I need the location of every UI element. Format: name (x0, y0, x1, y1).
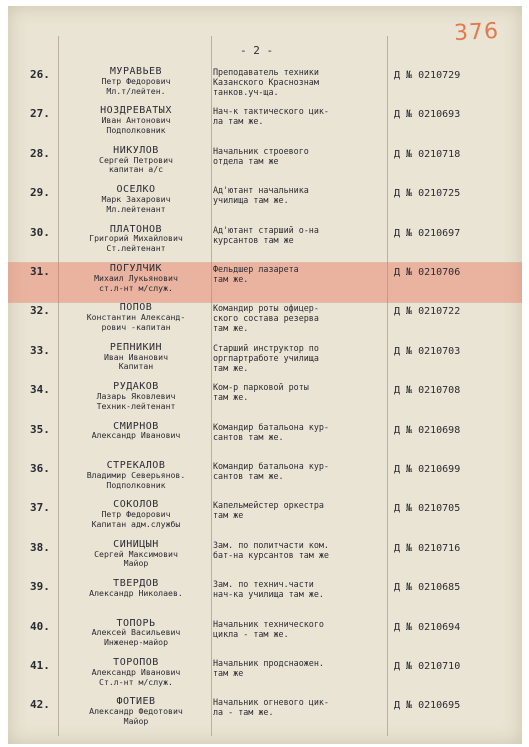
position-line: ла - там же. (213, 707, 274, 718)
table-row (8, 578, 522, 617)
name-line: Лазарь Яковлевич (96, 390, 176, 401)
position-line: Преподаватель техники (213, 67, 319, 77)
document-reference: Д № 0210685 (394, 582, 461, 594)
table-row (8, 224, 522, 263)
name-line: Ст.л-нт м/служ. (99, 676, 173, 687)
row-number: 36. (30, 462, 50, 475)
name-line: Константин Александ- (86, 312, 186, 323)
position-line: Зам. по политчасти ком. (213, 539, 329, 550)
person-name-rank (62, 579, 210, 599)
row-number: 38. (30, 540, 50, 554)
position-line: там же (213, 510, 244, 521)
document-reference: Д № 0210708 (394, 385, 461, 397)
surname: СТРЕКАЛОВ (106, 460, 166, 471)
position-description (213, 500, 385, 520)
position-description (213, 382, 385, 402)
name-line: капитан а/с (108, 164, 164, 175)
document-reference: Д № 0210693 (394, 109, 461, 121)
person-name-rank (62, 658, 210, 687)
surname: ФОТИЕВ (116, 696, 156, 708)
person-name-rank (62, 500, 210, 529)
position-line: ского состава резерва (213, 313, 319, 324)
person-name-rank (62, 343, 210, 372)
surname: ТОРОПОВ (113, 657, 159, 668)
document-reference: Д № 0210716 (394, 542, 461, 554)
document-reference: Д № 0210722 (394, 306, 461, 318)
position-line: курсантов там же (213, 234, 294, 245)
name-line: Петр Федорович (101, 509, 171, 520)
position-description (213, 579, 385, 599)
surname: ТВЕРДОВ (113, 578, 159, 590)
table-row (8, 657, 522, 696)
name-line: Григорий Михайлович (89, 233, 183, 244)
name-line: Иван Иванович (103, 351, 169, 362)
row-number: 42. (30, 698, 50, 712)
position-line: Капельмейстер оркестра (213, 500, 324, 511)
position-line: сантов там же. (213, 431, 284, 442)
row-number: 34. (30, 383, 50, 397)
position-line: цикла - там же. (213, 628, 289, 639)
document-page (8, 6, 522, 744)
row-number: 27. (30, 107, 50, 121)
position-line: там же. (213, 323, 249, 334)
position-line: Зам. по технич.части (213, 579, 314, 590)
table-row (8, 696, 522, 735)
position-line: оргпартработе училища (213, 352, 319, 363)
name-line: Михаил Лукьянович (94, 272, 178, 283)
row-number: 32. (30, 304, 50, 318)
table-row (8, 421, 522, 460)
document-reference: Д № 0210703 (394, 345, 461, 357)
person-name-rank (62, 264, 210, 293)
position-description (213, 697, 385, 717)
position-description (213, 303, 385, 333)
row-number: 37. (30, 501, 50, 515)
position-line: там же. (213, 392, 249, 403)
name-line: Техник-лейтенант (96, 400, 176, 411)
position-description (213, 540, 385, 560)
name-line: Капитан (118, 361, 154, 372)
name-line: Алексей Васильевич (91, 627, 181, 638)
position-line: Командир батальона кур- (213, 461, 329, 471)
table-row (8, 145, 522, 184)
position-line: Начальник огневого цик- (213, 697, 329, 708)
document-reference: Д № 0210725 (394, 188, 461, 200)
position-line: там же. (213, 274, 249, 284)
row-number: 26. (30, 68, 50, 81)
document-reference: Д № 0210695 (394, 700, 461, 712)
name-line: Александр Иванович (91, 430, 181, 441)
surname: ПОПОВ (119, 302, 153, 314)
position-line: там же. (213, 362, 249, 373)
name-line: рович -капитан (101, 321, 171, 332)
row-number: 31. (30, 265, 50, 278)
archive-page-number: 376 (453, 18, 500, 47)
person-name-rank (62, 422, 210, 442)
name-line: Петр Федорович (101, 75, 171, 86)
position-line: Старший инструктор по (213, 342, 319, 353)
person-name-rank (62, 146, 210, 175)
position-line: танков.уч-ща. (213, 87, 279, 97)
position-line: нач-ка училища там же. (213, 589, 324, 600)
name-line: Майор (123, 558, 149, 569)
row-number: 28. (30, 146, 50, 160)
position-line: сантов там же. (213, 471, 284, 481)
document-reference: Д № 0210694 (394, 621, 461, 633)
table-row (8, 105, 522, 144)
position-line: Казанского Краснознам (213, 77, 319, 87)
table-row (8, 499, 522, 538)
position-description (213, 264, 385, 284)
position-description (213, 225, 385, 245)
position-line: Ад'ютант начальника (213, 185, 309, 196)
position-description (213, 343, 385, 373)
row-number: 33. (30, 343, 50, 357)
person-name-rank (62, 303, 210, 332)
position-description (213, 658, 385, 678)
name-line: Марк Захарович (101, 193, 171, 204)
row-number: 29. (30, 186, 50, 200)
position-line: Нач-к тактического цик- (213, 106, 329, 117)
page-number: - 2 - (240, 44, 274, 57)
document-reference: Д № 0210706 (394, 267, 461, 278)
surname: ПЛАТОНОВ (109, 223, 163, 235)
name-line: Александр Федотович (89, 706, 183, 717)
position-description (213, 106, 385, 126)
row-number: 39. (30, 580, 50, 594)
document-reference: Д № 0210705 (394, 503, 461, 515)
surname: ОСЕЛКО (116, 184, 156, 196)
table-row (8, 539, 522, 578)
row-number: 30. (30, 225, 50, 239)
position-description (213, 67, 385, 97)
name-line: Инженер-майор (103, 637, 169, 648)
position-line: отдела там же (213, 155, 279, 166)
surname: РУДАКОВ (113, 381, 159, 393)
person-name-rank (62, 382, 210, 411)
document-reference: Д № 0210718 (394, 148, 461, 160)
position-line: Начальник технического (213, 618, 324, 629)
document-reference: Д № 0210698 (394, 424, 461, 436)
position-description (213, 461, 385, 481)
position-line: бат-на курсантов там же (213, 549, 329, 560)
position-line: Начальник строевого (213, 145, 309, 156)
table-row (8, 618, 522, 657)
surname: ПОГУЛЧИК (109, 263, 163, 274)
name-line: Александр Николаев. (89, 587, 183, 598)
person-name-rank (62, 185, 210, 214)
position-description (213, 185, 385, 205)
name-line: Сергей Петрович (99, 154, 173, 165)
name-line: Ст.лейтенант (106, 243, 166, 254)
name-line: Иван Антонович (101, 115, 171, 126)
name-line: ст.л-нт м/служ. (99, 282, 173, 293)
position-description (213, 422, 385, 442)
position-line: Ад'ютант старший о-на (213, 224, 319, 235)
position-line: там же (213, 668, 244, 678)
surname: ТОПОРЬ (116, 617, 156, 629)
position-line: Ком-р парковой роты (213, 382, 309, 393)
person-name-rank (62, 67, 210, 96)
name-line: Подполковник (106, 479, 166, 490)
surname: СМИРНОВ (113, 420, 159, 432)
name-line: Владимир Северьянов. (86, 469, 186, 480)
surname: СИНИЦЫН (113, 538, 159, 550)
position-line: Начальник продснаожен. (213, 658, 324, 668)
person-name-rank (62, 619, 210, 648)
document-reference: Д № 0210729 (394, 70, 461, 81)
table-row-highlighted (8, 263, 522, 302)
position-description (213, 619, 385, 639)
name-line: Майор (123, 715, 149, 726)
surname: СОКОЛОВ (113, 499, 159, 511)
surname: НИКУЛОВ (113, 144, 159, 156)
document-reference: Д № 0210697 (394, 227, 461, 239)
name-line: Подполковник (106, 124, 166, 135)
document-reference: Д № 0210710 (394, 661, 461, 672)
person-name-rank (62, 540, 210, 569)
table-row (8, 184, 522, 223)
name-line: Сергей Максимович (94, 548, 178, 559)
document-reference: Д № 0210699 (394, 464, 461, 475)
table-row (8, 342, 522, 381)
name-line: Мл.лейтенант (106, 203, 166, 214)
position-line: Фельдшер лазарета (213, 264, 299, 274)
surname: РЕПНИКИН (109, 341, 163, 353)
name-line: Капитан адм.службы (91, 518, 181, 529)
person-name-rank (62, 697, 210, 726)
table-row (8, 66, 522, 105)
person-name-rank (62, 225, 210, 254)
position-line: училища там же. (213, 195, 289, 206)
table-row (8, 302, 522, 341)
surname: НОЗДРЕВАТЫХ (100, 105, 172, 117)
row-number: 35. (30, 422, 50, 436)
table-row (8, 460, 522, 499)
person-name-rank (62, 106, 210, 135)
row-number: 40. (30, 619, 50, 633)
name-line: Мл.т/лейтен. (106, 85, 166, 96)
table-row (8, 381, 522, 420)
position-line: Командир роты офицер- (213, 303, 319, 314)
person-name-rank (62, 461, 210, 490)
position-description (213, 146, 385, 166)
position-line: Командир батальона кур- (213, 421, 329, 432)
position-line: ла там же. (213, 116, 264, 127)
row-number: 41. (30, 659, 50, 672)
surname: МУРАВЬЕВ (109, 66, 163, 77)
name-line: Александр Иванович (91, 666, 181, 677)
